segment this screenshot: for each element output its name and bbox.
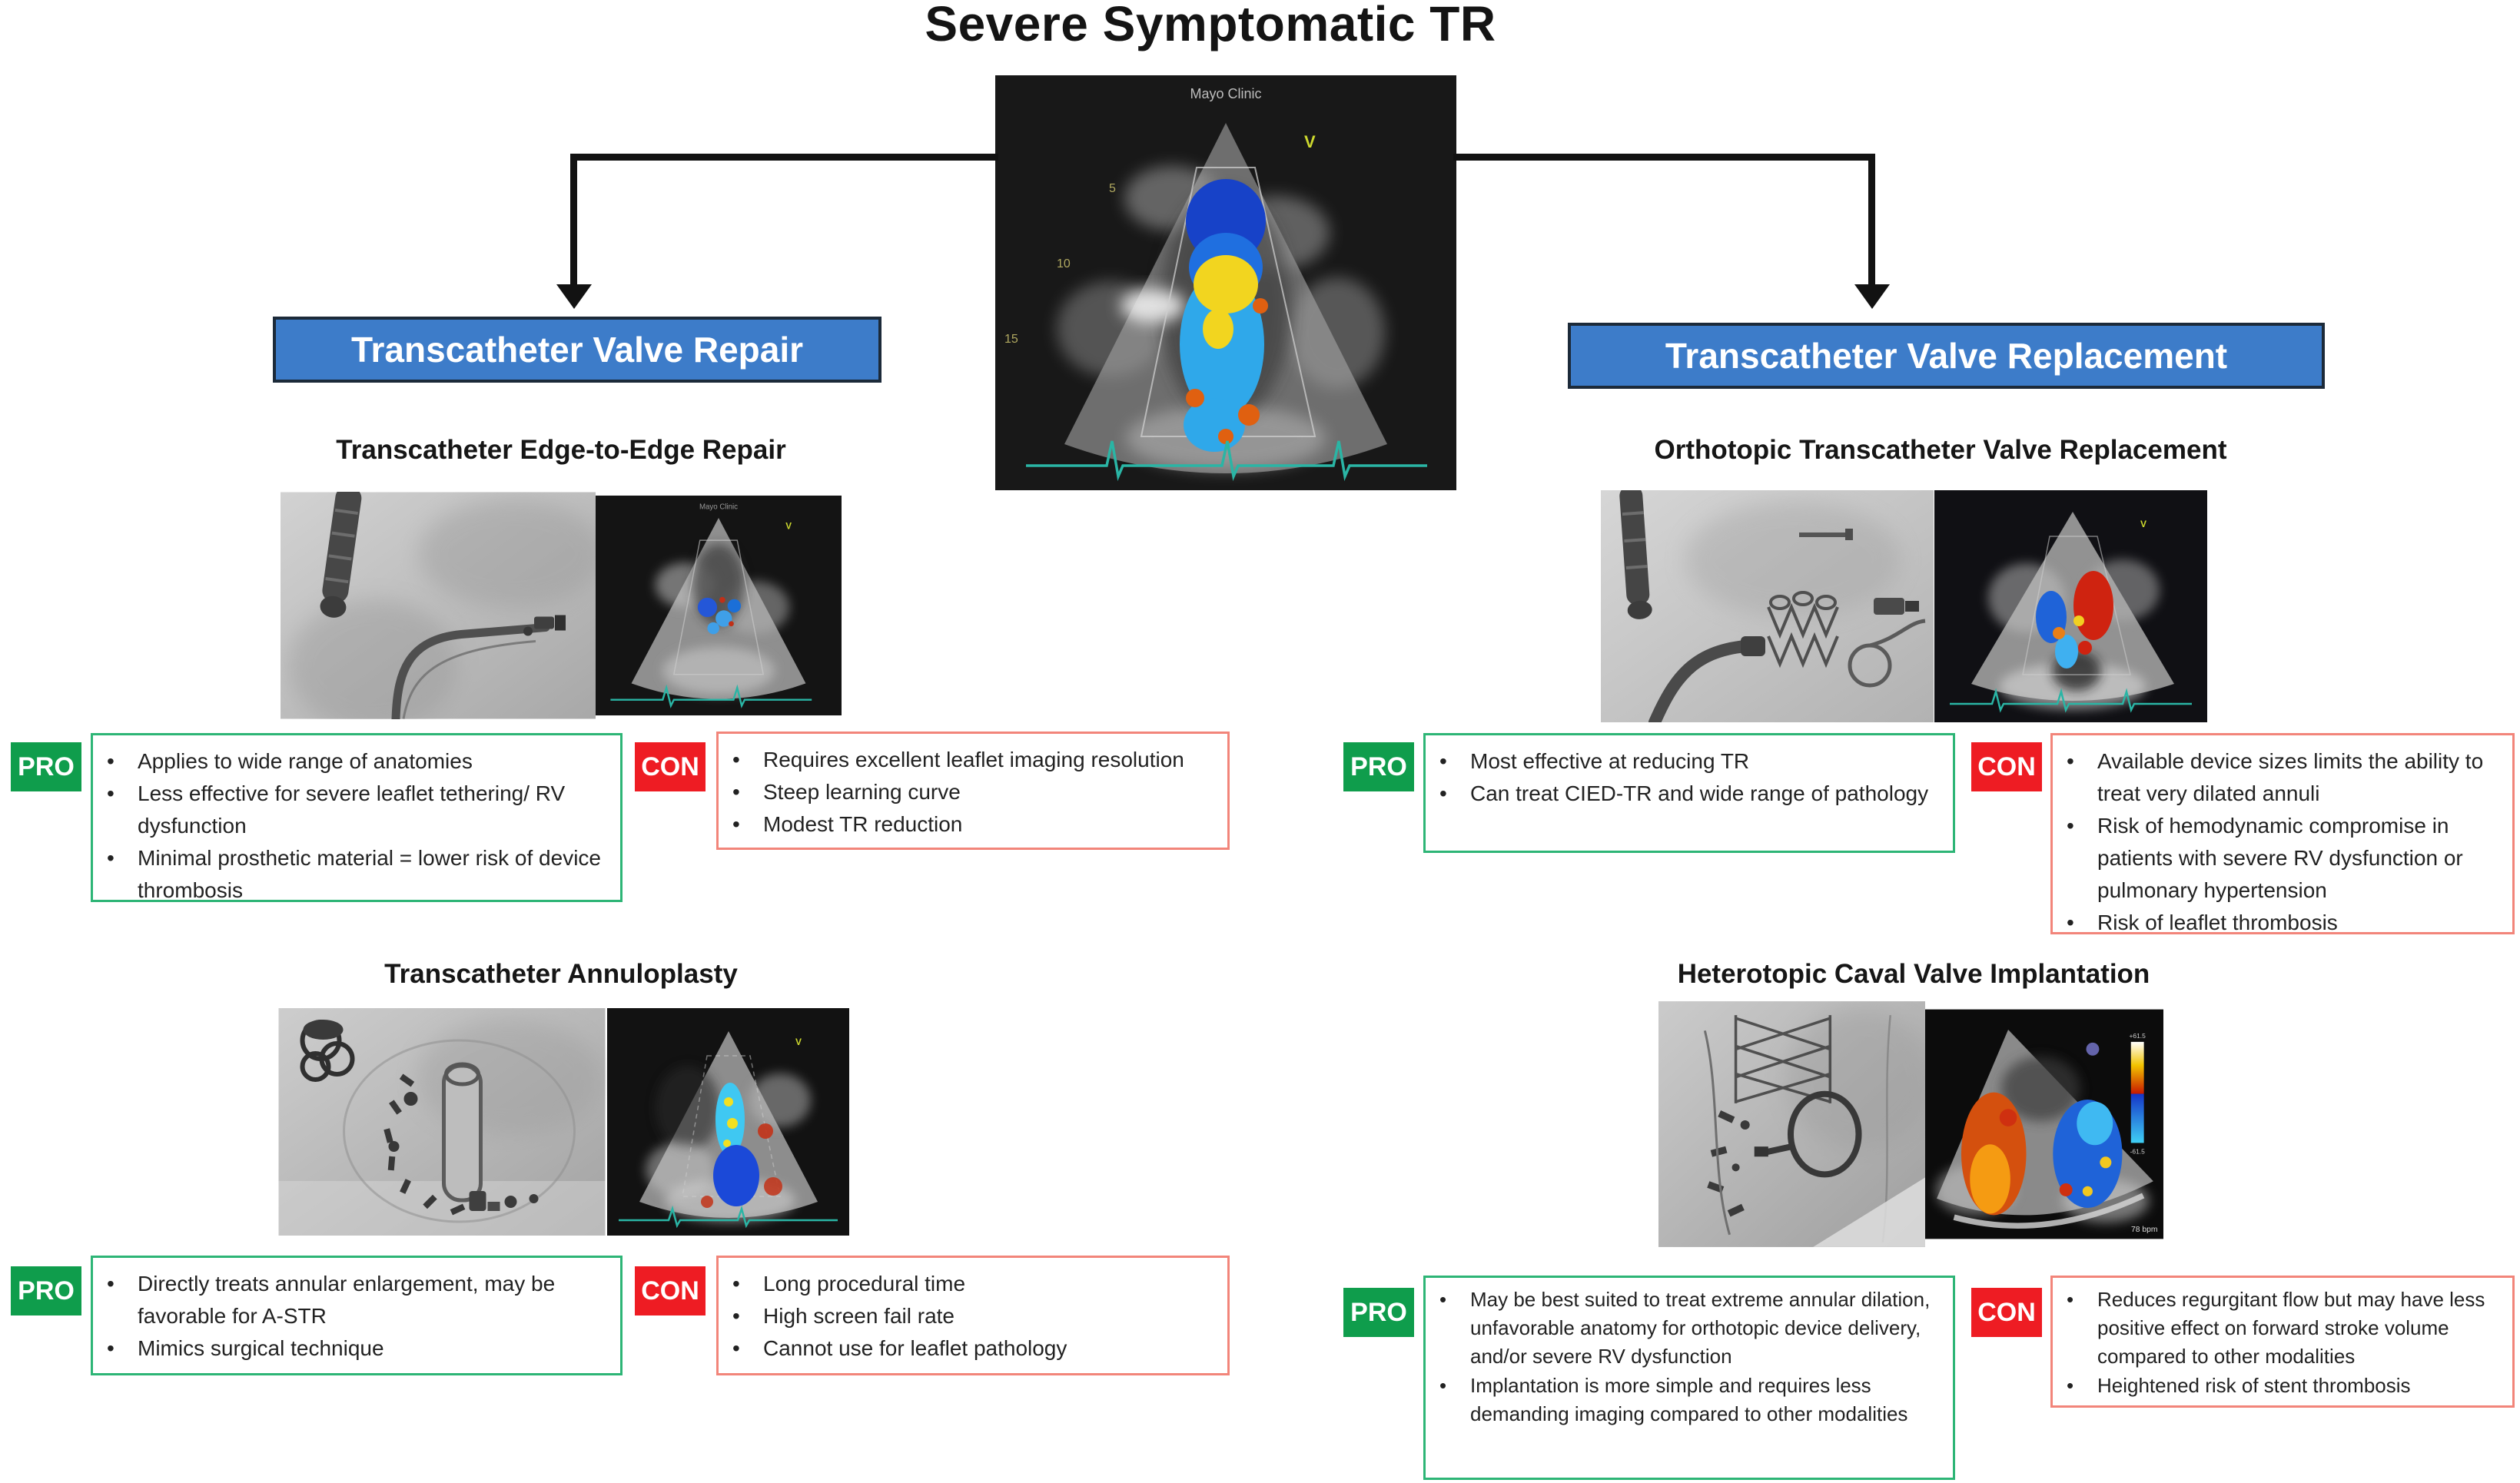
bullet-item: • Reduces regurgitant flow but may have less positive effect on forward stroke volume compared to other modalities [2053, 1286, 2506, 1372]
annuloplasty-pro-list [93, 1258, 620, 1375]
bullet-item: • Less effective for severe leaflet tethering/ RV dysfunction [93, 778, 614, 842]
branch-arrow-right-line [1868, 154, 1875, 286]
heterotopic-echo-image [1925, 1001, 2163, 1247]
orthotopic-pro-list [1426, 735, 1953, 820]
bullet-item: • Steep learning curve [719, 776, 1221, 808]
page-title: Severe Symptomatic TR [925, 0, 1496, 51]
bullet-item: • Most effective at reducing TR [1426, 745, 1947, 778]
annuloplasty-echo-image [607, 1008, 849, 1236]
heading-heterotopic: Heterotopic Caval Valve Implantation [1677, 959, 2150, 989]
arrowhead-right-icon [1854, 284, 1890, 309]
svg-text:+61.5: +61.5 [2129, 1032, 2146, 1040]
annuloplasty-pro-tag: PRO [11, 1266, 81, 1315]
heading-annuloplasty: Transcatheter Annuloplasty [384, 959, 738, 989]
branch-connector-right [1453, 154, 1875, 161]
central-echo-graphic [995, 75, 1456, 490]
clip-device [534, 617, 554, 629]
arrowhead-left-icon [556, 284, 592, 309]
heterotopic-con-box [2050, 1276, 2515, 1408]
teer-pro-tag: PRO [11, 742, 81, 791]
annuloplasty-pro-box [91, 1256, 623, 1375]
orthotopic-con-tag: CON [1971, 742, 2042, 791]
orientation-marker: V [1304, 132, 1316, 151]
heterotopic-pro-tag: PRO [1343, 1288, 1414, 1337]
bullet-item: • Minimal prosthetic material = lower risk of device thrombosis [93, 842, 614, 907]
svg-text:V: V [795, 1037, 802, 1047]
echo-watermark: Mayo Clinic [1190, 86, 1262, 101]
doppler-colorbar [2131, 1042, 2144, 1094]
bullet-item: • Modest TR reduction [719, 808, 1221, 841]
bullet-item: • High screen fail rate [719, 1300, 1221, 1332]
central-echo-image [995, 75, 1456, 490]
bullet-item: • Long procedural time [719, 1268, 1221, 1300]
bullet-item: • Applies to wide range of anatomies [93, 745, 614, 778]
svg-text:Mayo Clinic: Mayo Clinic [699, 503, 739, 512]
heterotopic-con-tag: CON [1971, 1288, 2042, 1337]
annuloplasty-con-list [719, 1258, 1227, 1375]
orthotopic-pro-box [1423, 733, 1955, 853]
teer-con-box [716, 732, 1230, 850]
bullet-item: • Requires excellent leaflet imaging resolution [719, 744, 1221, 776]
right-branch-header: Transcatheter Valve Replacement [1568, 323, 2325, 389]
annuloplasty-con-tag: CON [635, 1266, 706, 1315]
svg-text:V: V [2140, 519, 2147, 529]
teer-image-pair [281, 492, 842, 719]
heart-rate-label: 78 bpm [2131, 1225, 2158, 1234]
bullet-item: • Implantation is more simple and requires less demanding imaging compared to other modalities [1426, 1372, 1947, 1428]
svg-text:V: V [785, 521, 792, 532]
bullet-item: • Directly treats annular enlargement, may be favorable for A-STR [93, 1268, 614, 1332]
depth-marker-10: 10 [1057, 257, 1071, 270]
heterotopic-fluoro-image [1658, 1001, 1925, 1247]
heterotopic-con-list [2053, 1278, 2512, 1410]
bullet-item: • Risk of leaflet thrombosis [2053, 907, 2506, 939]
annuloplasty-image-pair [277, 1008, 849, 1236]
bullet-item: • Can treat CIED-TR and wide range of pathology [1426, 778, 1947, 810]
annuloplasty-fluoro-image [277, 1008, 607, 1236]
left-branch-header: Transcatheter Valve Repair [273, 317, 882, 383]
depth-marker-5: 5 [1109, 182, 1116, 195]
teer-con-list [719, 734, 1227, 851]
bullet-item: • Risk of hemodynamic compromise in patients with severe RV dysfunction or pulmonary hypertension [2053, 810, 2506, 907]
teer-con-tag: CON [635, 742, 706, 791]
heterotopic-pro-box [1423, 1276, 1955, 1480]
teer-fluoro-image [281, 492, 596, 719]
orthotopic-con-box [2050, 733, 2515, 934]
svg-text:-61.5: -61.5 [2130, 1147, 2145, 1156]
branch-arrow-left-line [570, 154, 577, 286]
depth-marker-15: 15 [1004, 333, 1018, 346]
heterotopic-image-pair [1658, 1001, 2163, 1247]
bullet-item: • Heightened risk of stent thrombosis [2053, 1372, 2506, 1400]
branch-connector-left [570, 154, 998, 161]
teer-pro-list [93, 735, 620, 917]
bullet-item: • Available device sizes limits the ability to treat very dilated annuli [2053, 745, 2506, 810]
teer-pro-box [91, 733, 623, 902]
annuloplasty-con-box [716, 1256, 1230, 1375]
heading-edge-to-edge: Transcatheter Edge-to-Edge Repair [336, 435, 786, 465]
heading-orthotopic: Orthotopic Transcatheter Valve Replacement [1654, 435, 2227, 465]
orthotopic-pro-tag: PRO [1343, 742, 1414, 791]
teer-echo-image [596, 492, 842, 719]
orthotopic-echo-image [1934, 490, 2207, 722]
bullet-item: • Mimics surgical technique [93, 1332, 614, 1365]
orthotopic-fluoro-image [1600, 490, 1934, 722]
orthotopic-image-pair [1600, 490, 2207, 722]
bullet-item: • May be best suited to treat extreme annular dilation, unfavorable anatomy for orthotopic device delivery, and/or severe RV dysfunction [1426, 1286, 1947, 1372]
orthotopic-con-list [2053, 735, 2512, 949]
bullet-item: • Cannot use for leaflet pathology [719, 1332, 1221, 1365]
heterotopic-pro-list [1426, 1278, 1953, 1438]
